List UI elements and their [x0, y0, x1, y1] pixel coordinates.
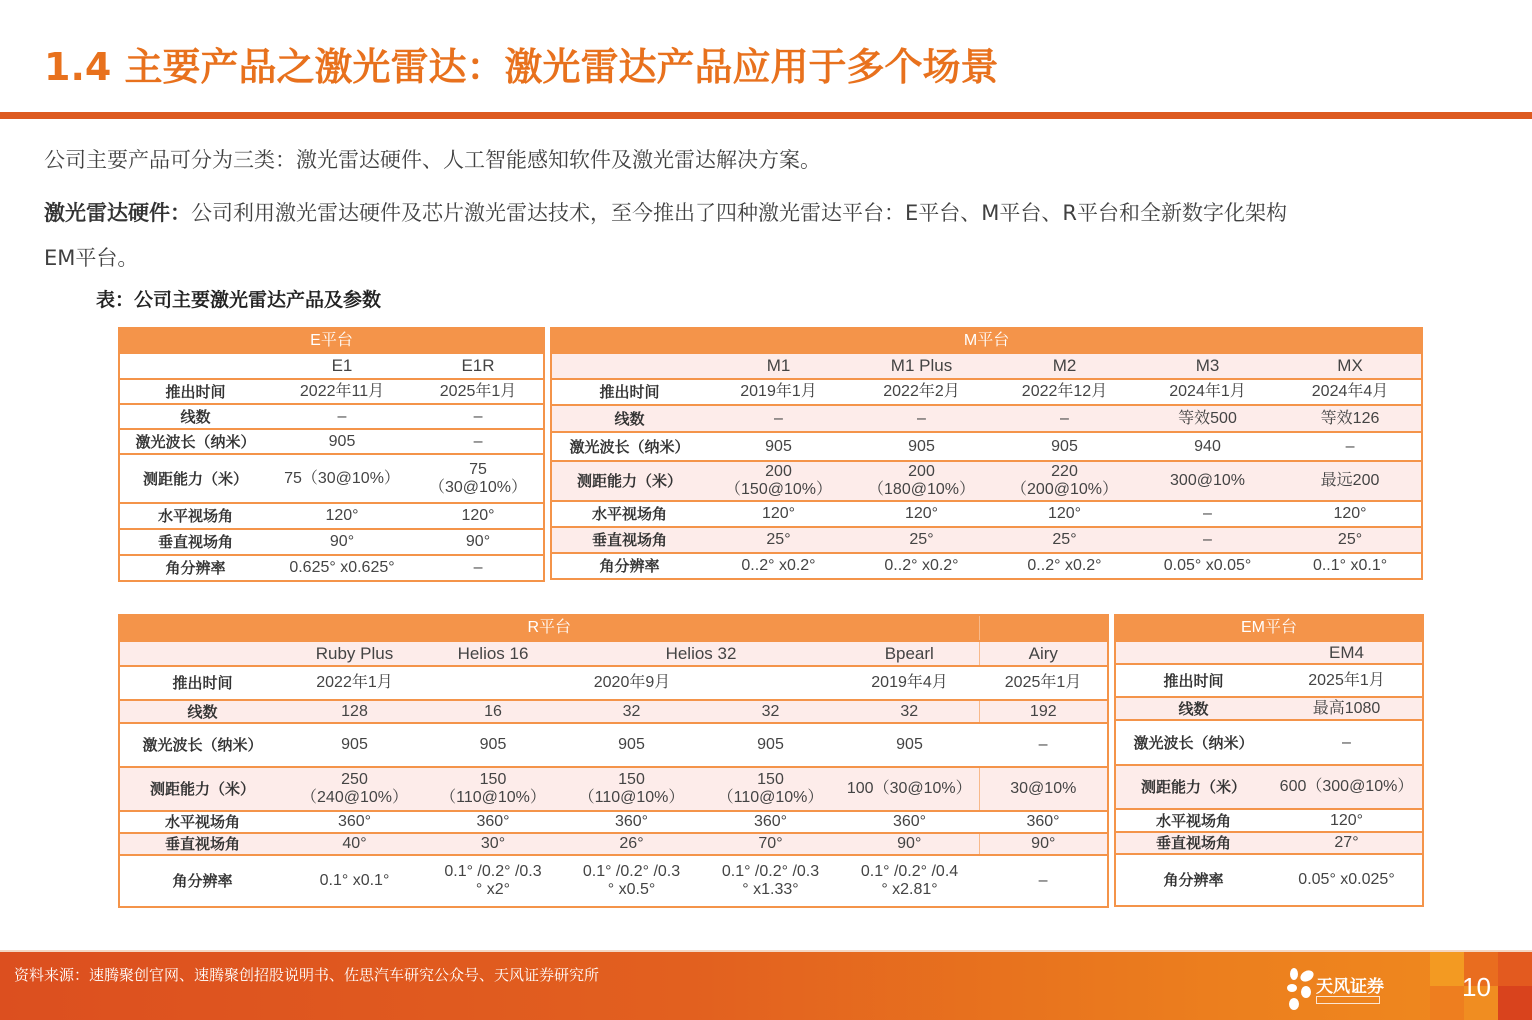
cell: – [1271, 720, 1423, 765]
brand-name: 天风证券 [1316, 977, 1384, 997]
row-label: 激光波长（纳米） [1115, 720, 1271, 765]
cell: 150 （110@10%） [424, 767, 562, 811]
cell: 最高1080 [1271, 697, 1423, 720]
model-name: Bpearl [840, 641, 979, 666]
cell: 75 （30@10%） [413, 454, 544, 503]
model-name: M2 [993, 353, 1136, 379]
cell: 32 [840, 700, 979, 723]
em-platform-table [1114, 614, 1424, 907]
cell: 905 [424, 723, 562, 767]
row-label: 推出时间 [119, 379, 271, 404]
cell: 0.05° x0.05° [1136, 553, 1279, 579]
cell: 2019年1月 [707, 379, 850, 405]
cell: 0.1° /0.2° /0.3 ° x0.5° [562, 855, 701, 907]
model-name: EM4 [1271, 641, 1423, 664]
cell: – [979, 723, 1108, 767]
cell: – [1136, 527, 1279, 553]
row-label: 测距能力（米） [1115, 765, 1271, 809]
row-label: 线数 [551, 405, 707, 432]
cell: 0..2° x0.2° [993, 553, 1136, 579]
row-label: 激光波长（纳米） [551, 432, 707, 461]
cell: 2019年4月 [840, 666, 979, 700]
cell: 2022年1月 [285, 666, 424, 700]
cell: – [271, 404, 413, 429]
cell: 26° [562, 833, 701, 855]
row-label: 角分辨率 [551, 553, 707, 579]
page-title: 1.4 主要产品之激光雷达：激光雷达产品应用于多个场景 [44, 45, 999, 89]
hardware-text: 公司利用激光雷达硬件及芯片激光雷达技术，至今推出了四种激光雷达平台：E平台、M平台、R平台和全新数字化架构 [191, 201, 1287, 225]
cell: – [413, 555, 544, 581]
cell: 32 [562, 700, 701, 723]
cell: 905 [850, 432, 993, 461]
cell: 128 [285, 700, 424, 723]
cell: 600（300@10%） [1271, 765, 1423, 809]
cell: 192 [979, 700, 1108, 723]
cell: 120° [413, 503, 544, 529]
title-divider [0, 112, 1532, 119]
row-label: 垂直视场角 [119, 833, 285, 855]
brand-tagline [1316, 996, 1380, 1004]
cell: 220 （200@10%） [993, 461, 1136, 501]
e-platform-table [118, 327, 545, 582]
cell: 2024年1月 [1136, 379, 1279, 405]
cell: 2025年1月 [1271, 664, 1423, 697]
cell: – [413, 404, 544, 429]
cell: 2025年1月 [413, 379, 544, 404]
cell: 120° [707, 501, 850, 527]
row-label: 水平视场角 [551, 501, 707, 527]
cell: 0.625° x0.625° [271, 555, 413, 581]
cell: 905 [285, 723, 424, 767]
cell: 905 [701, 723, 840, 767]
cell: 0.1° /0.2° /0.3 ° x1.33° [701, 855, 840, 907]
cell: – [979, 855, 1108, 907]
cell: 905 [840, 723, 979, 767]
model-name: MX [1279, 353, 1422, 379]
cell: 等效126 [1279, 405, 1422, 432]
row-label: 角分辨率 [119, 855, 285, 907]
cell: 30° [424, 833, 562, 855]
cell: 2022年12月 [993, 379, 1136, 405]
table-caption: 表：公司主要激光雷达产品及参数 [96, 289, 382, 311]
cell: 120° [850, 501, 993, 527]
row-label: 推出时间 [119, 666, 285, 700]
cell: 16 [424, 700, 562, 723]
cell: 25° [1279, 527, 1422, 553]
model-name: Helios 32 [562, 641, 840, 666]
cell: 100（30@10%） [840, 767, 979, 811]
hardware-label: 激光雷达硬件： [44, 201, 191, 225]
cell: – [707, 405, 850, 432]
cell: 360° [701, 811, 840, 833]
row-label: 线数 [119, 404, 271, 429]
row-label: 推出时间 [1115, 664, 1271, 697]
row-label: 激光波长（纳米） [119, 723, 285, 767]
model-name: E1R [413, 353, 544, 379]
cell: 最远200 [1279, 461, 1422, 501]
platform-name: M平台 [551, 328, 1422, 353]
cell: 70° [701, 833, 840, 855]
cell: – [993, 405, 1136, 432]
row-label: 垂直视场角 [1115, 832, 1271, 854]
platform-name: EM平台 [1115, 615, 1423, 641]
cell: 120° [1279, 501, 1422, 527]
cell: 25° [707, 527, 850, 553]
row-label: 垂直视场角 [551, 527, 707, 553]
cell: 25° [850, 527, 993, 553]
hardware-paragraph [44, 197, 1287, 227]
cell: 360° [979, 811, 1108, 833]
row-label: 角分辨率 [119, 555, 271, 581]
cell: 2022年2月 [850, 379, 993, 405]
cell: 0..1° x0.1° [1279, 553, 1422, 579]
platform-name: R平台 [119, 615, 979, 641]
cell: 0.1° /0.2° /0.3 ° x2° [424, 855, 562, 907]
cell: 150 （110@10%） [562, 767, 701, 811]
row-label: 水平视场角 [119, 811, 285, 833]
cell: – [850, 405, 993, 432]
cell: 300@10% [1136, 461, 1279, 501]
row-label: 测距能力（米） [551, 461, 707, 501]
cell: 2020年9月 [424, 666, 840, 700]
cell: 905 [707, 432, 850, 461]
cell: 360° [285, 811, 424, 833]
row-label: 线数 [1115, 697, 1271, 720]
brand-logo [1286, 966, 1396, 1012]
cell: 0..2° x0.2° [707, 553, 850, 579]
row-label: 线数 [119, 700, 285, 723]
hardware-paragraph-continued: EM平台。 [44, 246, 139, 270]
cell: 120° [271, 503, 413, 529]
cell: 25° [993, 527, 1136, 553]
model-name: M1 [707, 353, 850, 379]
model-name: M1 Plus [850, 353, 993, 379]
cell: 360° [562, 811, 701, 833]
cell: 0..2° x0.2° [850, 553, 993, 579]
cell: 250 （240@10%） [285, 767, 424, 811]
cell: 940 [1136, 432, 1279, 461]
cell: 200 （150@10%） [707, 461, 850, 501]
cell: – [1136, 501, 1279, 527]
intro-paragraph: 公司主要产品可分为三类：激光雷达硬件、人工智能感知软件及激光雷达解决方案。 [44, 148, 821, 172]
cell: 32 [701, 700, 840, 723]
row-label: 推出时间 [551, 379, 707, 405]
cell: 90° [413, 529, 544, 555]
row-label: 测距能力（米） [119, 767, 285, 811]
cell: 0.1° x0.1° [285, 855, 424, 907]
cell: 0.1° /0.2° /0.4 ° x2.81° [840, 855, 979, 907]
row-label: 水平视场角 [119, 503, 271, 529]
cell: 905 [562, 723, 701, 767]
r-platform-table [118, 614, 1109, 908]
model-name: E1 [271, 353, 413, 379]
cell: 120° [1271, 809, 1423, 832]
model-name: Airy [979, 641, 1108, 666]
model-name: Ruby Plus [285, 641, 424, 666]
row-label: 水平视场角 [1115, 809, 1271, 832]
cell: 905 [271, 429, 413, 454]
cell: 90° [840, 833, 979, 855]
cell: 30@10% [979, 767, 1108, 811]
platform-name: E平台 [119, 328, 544, 353]
row-label: 测距能力（米） [119, 454, 271, 503]
footer-bar [0, 952, 1532, 1020]
cell: – [1279, 432, 1422, 461]
cell: 2024年4月 [1279, 379, 1422, 405]
model-name: Helios 16 [424, 641, 562, 666]
cell: 27° [1271, 832, 1423, 854]
cell: 75（30@10%） [271, 454, 413, 503]
cell: 120° [993, 501, 1136, 527]
cell: 90° [271, 529, 413, 555]
flower-logo-icon [1286, 966, 1316, 1012]
page-number: 10 [1462, 972, 1491, 1002]
cell: 150 （110@10%） [701, 767, 840, 811]
cell: 2022年11月 [271, 379, 413, 404]
cell: 2025年1月 [979, 666, 1108, 700]
row-label: 激光波长（纳米） [119, 429, 271, 454]
cell: 200 （180@10%） [850, 461, 993, 501]
cell: 360° [424, 811, 562, 833]
cell: 40° [285, 833, 424, 855]
model-name: M3 [1136, 353, 1279, 379]
cell: 90° [979, 833, 1108, 855]
row-label: 垂直视场角 [119, 529, 271, 555]
cell: 360° [840, 811, 979, 833]
cell: 等效500 [1136, 405, 1279, 432]
cell: – [413, 429, 544, 454]
m-platform-table [550, 327, 1423, 580]
row-label: 角分辨率 [1115, 854, 1271, 906]
source-note: 资料来源：速腾聚创官网、速腾聚创招股说明书、佐思汽车研究公众号、天风证券研究所 [14, 966, 600, 984]
cell: 905 [993, 432, 1136, 461]
cell: 0.05° x0.025° [1271, 854, 1423, 906]
